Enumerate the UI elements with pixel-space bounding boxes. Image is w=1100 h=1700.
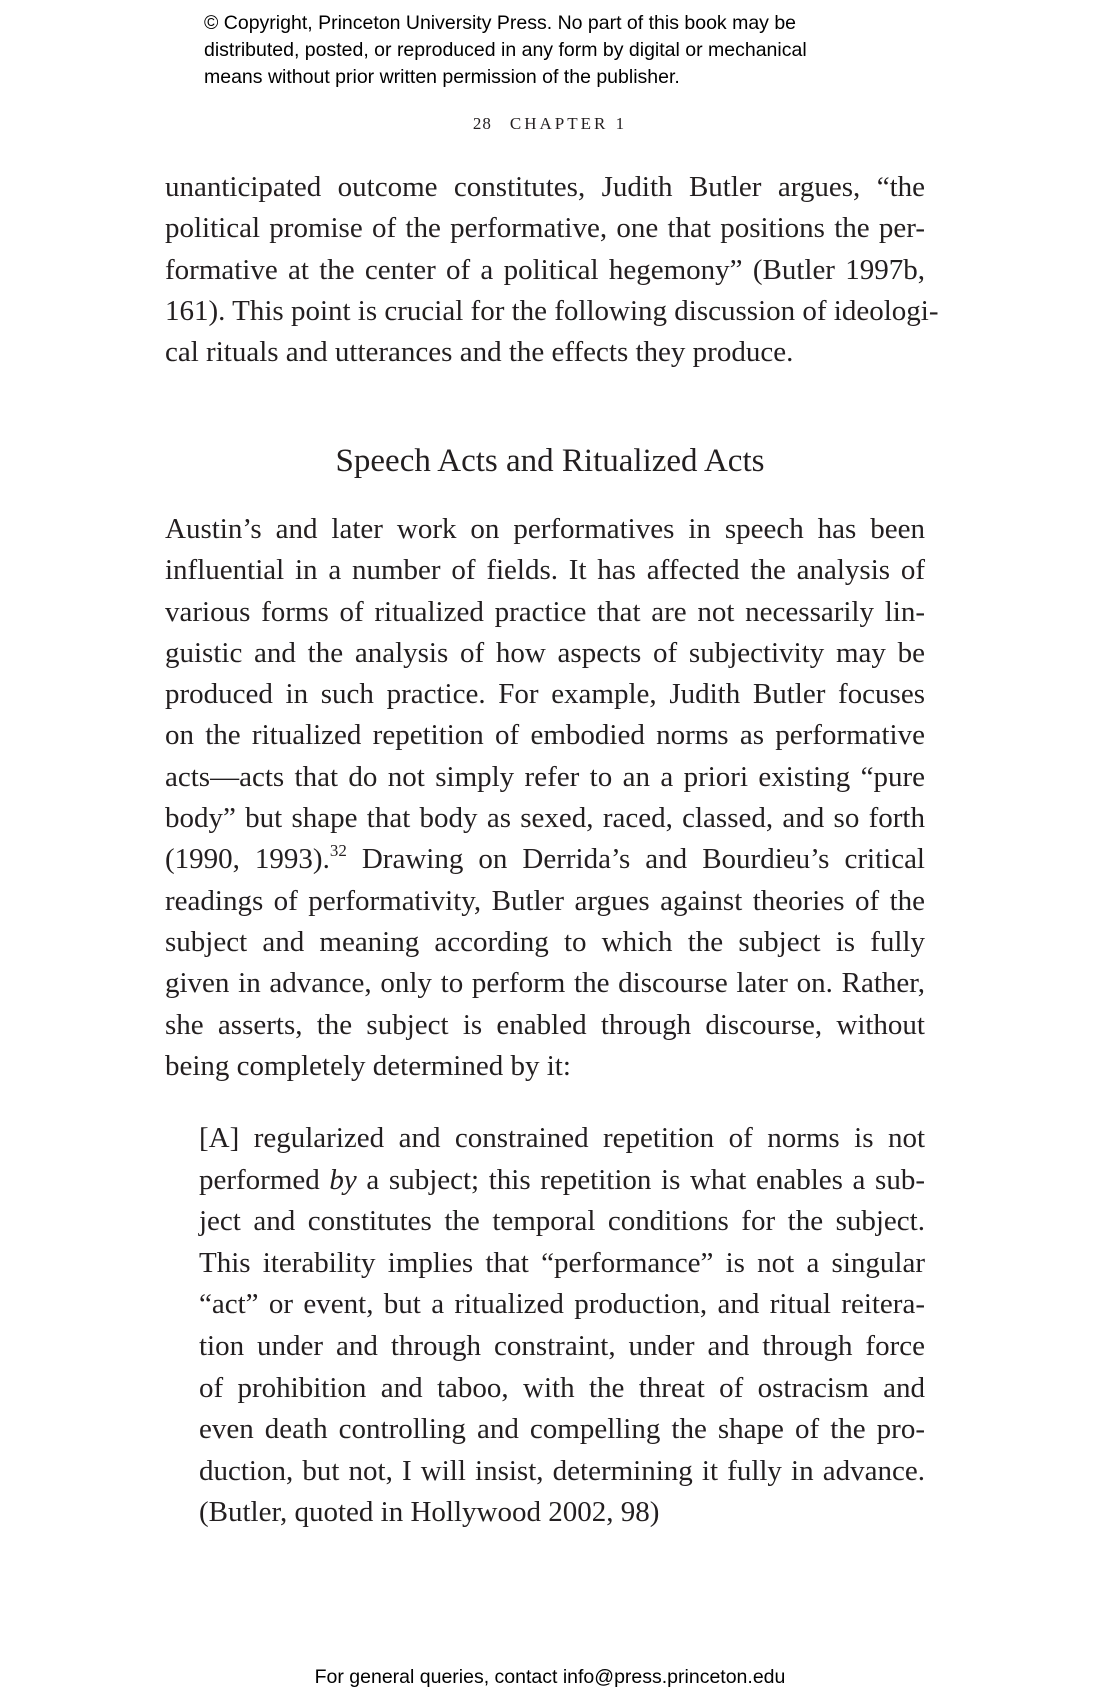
quote-line: tion under and through constraint, under and through force [199,1329,925,1362]
quote-text: a subject; this repetition is what enables a sub- [356,1163,925,1196]
quote-text: performed [199,1163,330,1196]
footnote-marker[interactable]: 32 [329,841,347,861]
italic-emphasis: by [329,1163,357,1196]
text-line: 161). This point is crucial for the following discussion of ideologi- [165,294,939,327]
paragraph-2 [165,509,925,1087]
quote-line: duction, but not, I will insist, determining it fully in advance. [199,1454,925,1487]
footer-contact: For general queries, contact info@press.princeton.edu [314,1666,786,1688]
copyright-line: © Copyright, Princeton University Press. No part of this book may be [204,12,797,34]
quote-line: This iterability implies that “performance” is not a singular [199,1246,925,1279]
text-line: she asserts, the subject is enabled through discourse, without [165,1008,925,1041]
text-line: various forms of ritualized practice that are not necessarily lin- [165,595,925,628]
text-line: subject and meaning according to which the subject is fully [165,925,925,958]
copyright-line: means without prior written permission of the publisher. [204,66,680,88]
quote-line: “act” or event, but a ritualized production, and ritual reitera- [199,1288,925,1321]
text-line: cal rituals and utterances and the effects they produce. [165,336,794,369]
text-line: produced in such practice. For example, Judith Butler focuses [165,678,925,711]
quote-line [199,1160,925,1202]
text-line: readings of performativity, Butler argues against theories of the [165,884,925,917]
block-quote [199,1118,925,1534]
text-line-with-footnote [165,839,925,880]
citation-text: (1990, 1993). [165,843,330,876]
text-line: political promise of the performative, one that positions the per- [165,212,925,245]
section-heading: Speech Acts and Ritualized Acts [335,443,765,479]
text-line: given in advance, only to perform the discourse later on. Rather, [165,967,925,1000]
quote-line: even death controlling and compelling the shape of the pro- [199,1413,925,1446]
text-line: acts—acts that do not simply refer to an a priori existing “pure [165,760,925,793]
text-line: on the ritualized repetition of embodied norms as performative [165,719,925,752]
paragraph-1 [165,167,939,373]
text-line: influential in a number of fields. It has affected the analysis of [165,554,925,587]
quote-line: of prohibition and taboo, with the threat of ostracism and [199,1371,925,1404]
running-head [0,114,1100,134]
copyright-notice [204,10,924,91]
copyright-line: distributed, posted, or reproduced in any form by digital or mechanical [204,39,807,61]
quote-line: ject and constitutes the temporal conditions for the subject. [199,1205,925,1238]
text-line: body” but shape that body as sexed, raced, classed, and so forth [165,802,925,835]
continuation-text: Drawing on Derrida’s and Bourdieu’s critical [346,843,925,876]
quote-citation: (Butler, quoted in Hollywood 2002, 98) [199,1496,660,1529]
page-number: 28 [472,114,492,133]
chapter-label: CHAPTER 1 [509,114,628,133]
text-line: unanticipated outcome constitutes, Judith Butler argues, “the [165,171,925,203]
text-line: being completely determined by it: [165,1049,571,1082]
text-line: Austin’s and later work on performatives in speech has been [165,513,925,545]
quote-line: [A] regularized and constrained repetition of norms is not [199,1122,925,1154]
text-line: formative at the center of a political hegemony” (Butler 1997b, [165,253,925,286]
text-line: guistic and the analysis of how aspects of subjectivity may be [165,636,925,669]
